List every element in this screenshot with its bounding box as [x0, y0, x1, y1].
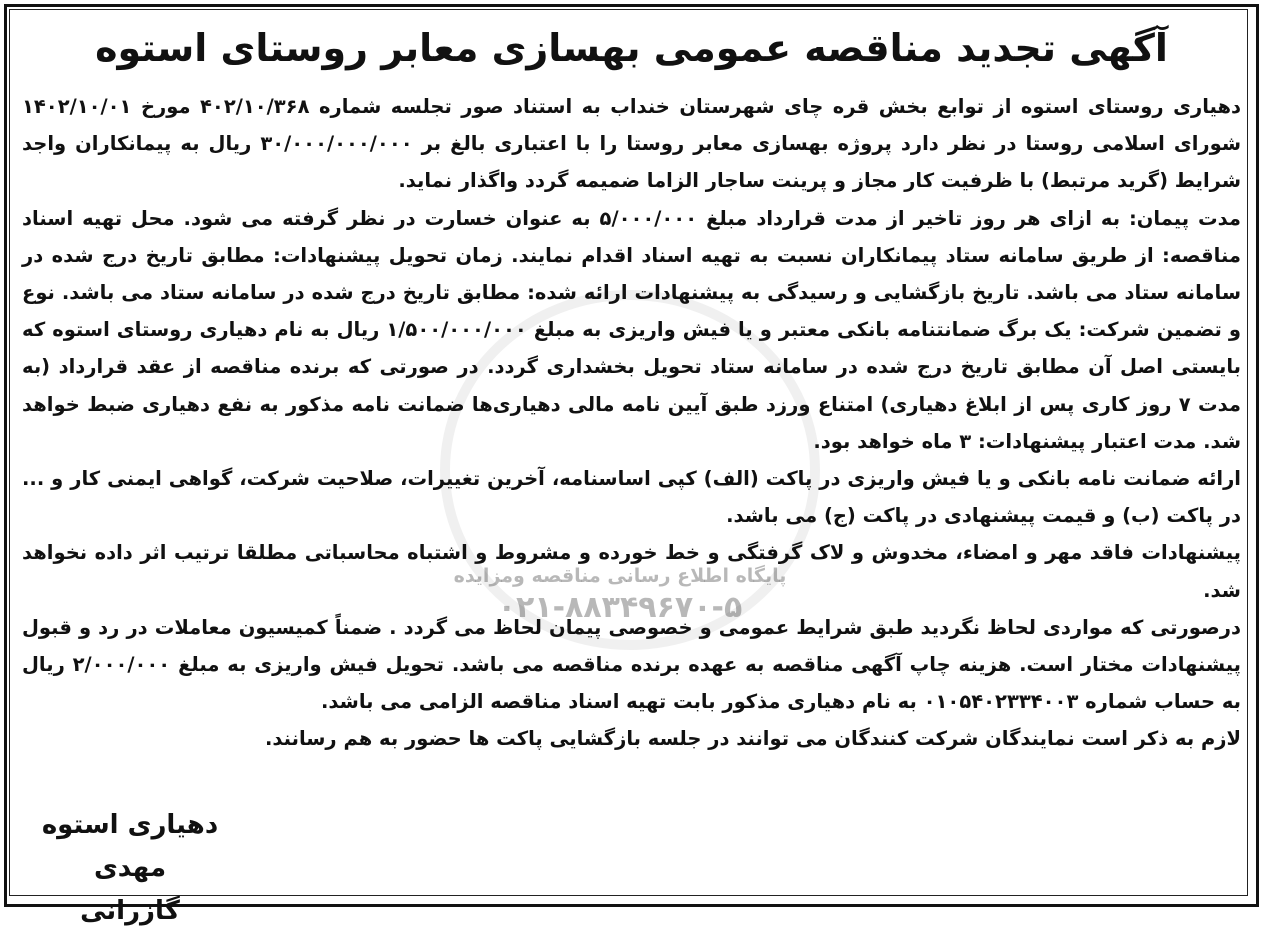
notice-title: آگهی تجدید مناقصه عمومی بهسازی معابر روستای استوه: [95, 26, 1168, 70]
label-contract-duration: مدت پیمان:: [1128, 206, 1241, 230]
paragraph-intro: [22, 88, 1241, 200]
label-guarantee-type: نوع و تضمین شرکت:: [22, 281, 1242, 342]
project-name: پروژه بهسازی معابر روستا: [626, 132, 892, 156]
text-validity-period: ۳ ماه خواهد بود.: [813, 429, 978, 453]
notice-body: [22, 88, 1241, 758]
label-opening-date: تاریخ بازگشایی و رسیدگی به پیشنهادات ارائه شده:: [527, 281, 1020, 305]
label-submission-time: زمان تحویل پیشنهادات:: [273, 243, 503, 267]
text-payment-slip: تحویل فیش واریزی به مبلغ ۲/۰۰۰/۰۰۰ ریال به حساب شماره ۰۱۰۵۴۰۲۳۳۴۰۰۳ به نام دهیاری مذکور بابت تهیه اسناد مناقصه الزامی می باشد.: [22, 653, 1241, 714]
text-documents-location: از طریق سامانه ستاد پیمانکاران نسبت به تهیه اسناد اقدام نمایند.: [502, 243, 1163, 267]
text-submission-time: مطابق تاریخ درج شده در سامانه ستاد می باشد.: [22, 243, 1241, 305]
watermark-caption: پایگاه اطلاع رسانی مناقصه ومزایده: [453, 565, 787, 587]
signature-organization: دهیاری استوه: [41, 810, 219, 840]
intro-text-2: را با اعتباری بالغ بر ۳۰/۰۰۰/۰۰۰/۰۰۰ ریال به پیمانکاران واجد شرایط (گرید مرتبط) با ظرفیت کار مجاز و پرینت ساجار الزاما ضمیمه گردد واگذار نماید.: [22, 132, 1241, 193]
label-documents-location: محل تهیه اسناد مناقصه:: [22, 206, 1241, 267]
intro-text-1: از توابع بخش قره چای شهرستان خنداب به استناد صور تجلسه شماره ۴۰۲/۱۰/۳۶۸ مورخ ۱۴۰۲/۱۰/۰۱ شورای اسلامی روستا در نظر دارد: [22, 95, 1242, 156]
text-opening-date: مطابق تاریخ درج شده در سامانه ستاد می باشد.: [54, 281, 528, 305]
text-contract-duration: به ازای هر روز تاخیر از مدت قرارداد مبلغ ۵/۰۰۰/۰۰۰ به عنوان خسارت در نظر گرفته می شود.: [174, 206, 1129, 230]
watermark-phone: ۰۲۱-۸۸۳۴۹۶۷۰-۵: [497, 590, 743, 625]
text-guarantee-type: یک برگ ضمانتنامه بانکی معتبر و یا فیش واریزی به مبلغ ۱/۵۰۰/۰۰۰/۰۰۰ ریال به نام دهیاری روستای استوه که بایستی اصل آن مطابق تاریخ درج شده در سامانه ستاد تحویل بخشداری گردد. در صورتی که برنده مناقصه از عقد قرارداد (به مدت ۷ روز کاری پس از ابلاغ دهیاری) امتناع ورزد طبق آیین نامه مالی دهیاری‌ها ضمانت نامه مذکور به نفع دهیاری ضبط خواهد شد.: [22, 318, 1241, 453]
issuer-name: دهیاری روستای استوه: [1020, 95, 1242, 118]
signature-block: [40, 804, 220, 933]
paragraph-envelopes: ارائه ضمانت نامه بانکی و یا فیش واریزی در پاکت (الف) کپی اساسنامه، آخرین تغییرات، صلاحیت شرکت، گواهی ایمنی کار و ... در پاکت (ب) و قیمت پیشنهادی در پاکت (ج) می باشد.: [22, 467, 1241, 528]
paragraph-attendance: لازم به ذکر است نمایندگان شرکت کنندگان می توانند در جلسه بازگشایی پاکت ها حضور به هم رسانند.: [264, 727, 1241, 751]
paragraph-general-terms: [22, 609, 1241, 721]
text-general-terms: درصورتی که مواردی لحاظ نگردید طبق شرایط عمومی و خصوصی پیمان لحاظ می گردد . ضمناً کمیسیون معاملات در رد و قبول پیشنهادات مختار است. هزینه چاپ آگهی مناقصه به عهده برنده مناقصه می باشد.: [22, 615, 1241, 677]
signature-person: مهدی گازرانی: [80, 853, 180, 926]
paragraph-invalid-offers: پیشنهادات فاقد مهر و امضاء، مخدوش و لاک گرفتگی و خط خورده و مشروط و اشتباه محاسباتی مطلقا ترتیب اثر داده نخواهد شد.: [22, 541, 1241, 602]
paragraph-conditions: [22, 200, 1241, 460]
label-validity-period: مدت اعتبار پیشنهادات:: [978, 429, 1197, 453]
